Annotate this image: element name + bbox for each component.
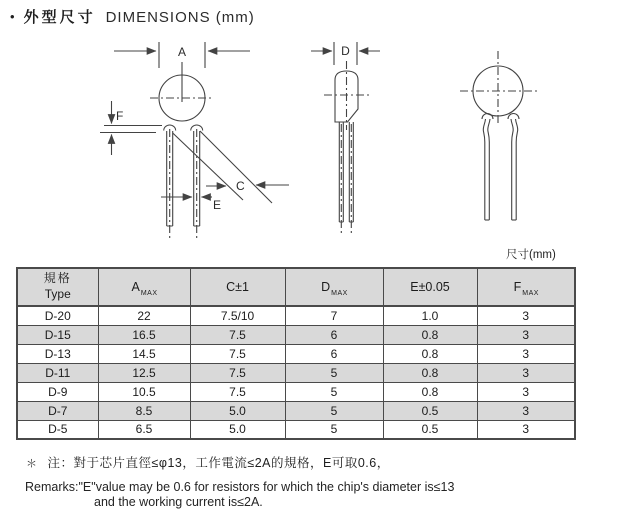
column-header-type-zh: 規格 <box>43 271 72 286</box>
column-header-a-sub: MAX <box>140 290 158 297</box>
cell-a: 8.5 <box>98 401 190 420</box>
column-header-type <box>17 268 98 306</box>
column-header-d-main: D <box>321 280 331 294</box>
cell-c: 7.5 <box>190 344 285 363</box>
front-view-drawing <box>100 38 300 245</box>
cell-e: 0.8 <box>383 325 477 344</box>
disc-front-outline <box>100 42 289 239</box>
kinked-lead-wire <box>483 119 485 220</box>
cell-d: 5 <box>285 401 383 420</box>
cell-d: 6 <box>285 344 383 363</box>
cell-c: 5.0 <box>190 420 285 439</box>
cell-f: 3 <box>477 401 575 420</box>
column-header-f <box>477 268 575 306</box>
cell-type: D-20 <box>17 306 98 325</box>
cell-f: 3 <box>477 382 575 401</box>
cell-e: 0.5 <box>383 420 477 439</box>
cell-c: 7.5/10 <box>190 306 285 325</box>
column-header-a <box>98 268 190 306</box>
table-row <box>17 325 575 344</box>
column-header-d <box>285 268 383 306</box>
column-header-a-main: A <box>131 280 140 294</box>
table-row <box>17 363 575 382</box>
page-title-zh: 外型尺寸 <box>23 9 96 26</box>
column-header-e-main: E±0.05 <box>410 280 450 294</box>
solder-bump <box>482 114 493 120</box>
cell-c: 7.5 <box>190 325 285 344</box>
table-row <box>17 420 575 439</box>
cell-e: 0.8 <box>383 382 477 401</box>
cell-c: 7.5 <box>190 382 285 401</box>
cell-d: 5 <box>285 420 383 439</box>
kinked-lead-view-drawing <box>440 38 605 245</box>
column-header-e <box>383 268 477 306</box>
note-marker: ＊ <box>26 458 38 470</box>
cell-type: D-7 <box>17 401 98 420</box>
column-header-f-sub: MAX <box>522 290 539 297</box>
note-chinese-text: 注：對于芯片直徑≤φ13，工作電流≤2A的規格，E可取0.6， <box>47 456 390 470</box>
table-row <box>17 382 575 401</box>
cell-type: D-9 <box>17 382 98 401</box>
column-header-c <box>190 268 285 306</box>
table-row <box>17 401 575 420</box>
page-title <box>10 6 255 27</box>
disc-kinked-outline <box>460 51 538 220</box>
cell-c: 5.0 <box>190 401 285 420</box>
diagonal-reference-line <box>173 133 243 200</box>
column-header-f-main: F <box>513 280 522 294</box>
column-header-c-main: C±1 <box>226 280 249 294</box>
cell-e: 0.8 <box>383 363 477 382</box>
cell-d: 7 <box>285 306 383 325</box>
kinked-lead-wire <box>511 119 513 220</box>
dim-label-e: E <box>213 198 222 212</box>
cell-d: 6 <box>285 325 383 344</box>
note-chinese <box>26 453 390 471</box>
note-remarks-line1: Remarks:"E"value may be 0.6 for resistors for which the chip's diameter is≤13 <box>25 480 455 494</box>
cell-e: 0.8 <box>383 344 477 363</box>
kinked-lead-wire <box>488 119 490 220</box>
cell-a: 14.5 <box>98 344 190 363</box>
cell-f: 3 <box>477 344 575 363</box>
page-title-en: DIMENSIONS (mm) <box>105 9 255 26</box>
cell-type: D-5 <box>17 420 98 439</box>
cell-d: 5 <box>285 382 383 401</box>
bullet-icon: • <box>10 9 15 24</box>
disc-side-outline <box>311 42 380 234</box>
kinked-lead-wire <box>516 119 518 220</box>
cell-type: D-11 <box>17 363 98 382</box>
side-view-drawing <box>305 38 420 245</box>
cell-d: 5 <box>285 363 383 382</box>
dim-label-c: C <box>236 179 245 193</box>
dim-label-a: A <box>177 45 187 59</box>
cell-f: 3 <box>477 306 575 325</box>
table-row <box>17 344 575 363</box>
cell-a: 16.5 <box>98 325 190 344</box>
dimension-unit-label: 尺寸(mm) <box>506 249 556 261</box>
dim-label-d: D <box>341 44 350 58</box>
dimensions-table <box>16 267 576 440</box>
cell-e: 0.5 <box>383 401 477 420</box>
cell-a: 22 <box>98 306 190 325</box>
cell-e: 1.0 <box>383 306 477 325</box>
column-header-type-en: Type <box>44 287 71 301</box>
cell-f: 3 <box>477 420 575 439</box>
table-row <box>17 306 575 325</box>
note-remarks-line2: and the working current is≤2A. <box>94 495 263 509</box>
cell-a: 6.5 <box>98 420 190 439</box>
solder-bump <box>508 114 519 120</box>
cell-a: 12.5 <box>98 363 190 382</box>
column-header-d-sub: MAX <box>331 290 348 297</box>
cell-c: 7.5 <box>190 363 285 382</box>
cell-f: 3 <box>477 325 575 344</box>
dim-label-f: F <box>116 109 124 123</box>
cell-f: 3 <box>477 363 575 382</box>
cell-type: D-15 <box>17 325 98 344</box>
cell-a: 10.5 <box>98 382 190 401</box>
table-header-row <box>17 268 575 306</box>
cell-type: D-13 <box>17 344 98 363</box>
